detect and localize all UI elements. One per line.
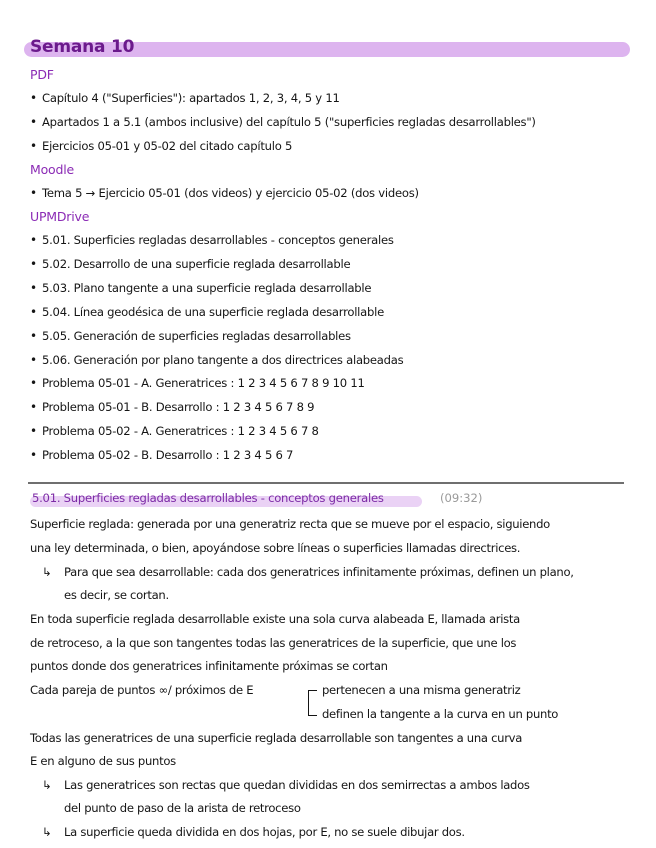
note-line: definen la tangente a la curva en un punto (322, 707, 559, 721)
list-item: • Apartados 1 a 5.1 (ambos inclusive) del capítulo 5 ("superficies regladas desarrollables") (30, 114, 536, 130)
bracket (308, 690, 317, 716)
note-line (42, 824, 465, 840)
section-heading-upmdrive: UPMDrive (30, 209, 90, 224)
list-item: • Problema 05-01 - B. Desarrollo : 1 2 3 4 5 6 7 8 9 (30, 399, 314, 415)
divider (28, 482, 624, 484)
list-item: • 5.06. Generación por plano tangente a dos directrices alabeadas (30, 352, 403, 368)
section-heading-pdf: PDF (30, 67, 54, 82)
note-line: Superficie reglada: generada por una generatriz recta que se mueve por el espacio, siguiendo (30, 517, 550, 531)
note-line (42, 564, 574, 580)
list-item: • 5.01. Superficies regladas desarrollables - conceptos generales (30, 232, 394, 248)
list-item: • 5.02. Desarrollo de una superficie reglada desarrollable (30, 256, 350, 272)
list-item: • 5.04. Línea geodésica de una superficie reglada desarrollable (30, 304, 384, 320)
note-line: pertenecen a una misma generatriz (322, 683, 521, 697)
note-text: Las generatrices son rectas que quedan divididas en dos semirrectas a ambos lados (64, 778, 530, 792)
note-line (42, 777, 530, 793)
page-title: Semana 10 (30, 37, 135, 57)
list-item: • Problema 05-02 - A. Generatrices : 1 2 3 4 5 6 7 8 (30, 423, 319, 439)
arrow-icon: ↳ (42, 778, 52, 792)
list-item: • Tema 5 → Ejercicio 05-01 (dos videos) y ejercicio 05-02 (dos videos) (30, 185, 419, 201)
note-line: Todas las generatrices de una superficie reglada desarrollable son tangentes a una curva (30, 731, 523, 745)
subsection-heading (30, 491, 630, 509)
note-text: La superficie queda dividida en dos hojas, por E, no se suele dibujar dos. (64, 825, 465, 839)
note-line: es decir, se cortan. (64, 588, 169, 602)
arrow-icon: ↳ (42, 825, 52, 839)
list-item: • 5.03. Plano tangente a una superficie reglada desarrollable (30, 280, 371, 296)
subsection-time: (09:32) (440, 491, 483, 505)
note-text: Para que sea desarrollable: cada dos generatrices infinitamente próximas, definen un plano, (64, 565, 574, 579)
arrow-icon: ↳ (42, 565, 52, 579)
note-line: del punto de paso de la arista de retroceso (64, 801, 301, 815)
list-item: • Capítulo 4 ("Superficies"): apartados 1, 2, 3, 4, 5 y 11 (30, 90, 340, 106)
note-line: En toda superficie reglada desarrollable existe una sola curva alabeada E, llamada arista (30, 612, 520, 626)
list-item: • Ejercicios 05-01 y 05-02 del citado capítulo 5 (30, 138, 292, 154)
note-line: de retroceso, a la que son tangentes todas las generatrices de la superficie, que une los (30, 636, 517, 650)
list-item: • 5.05. Generación de superficies regladas desarrollables (30, 328, 351, 344)
note-line: Cada pareja de puntos ∞/ próximos de E (30, 683, 254, 697)
note-line: E en alguno de sus puntos (30, 754, 176, 768)
list-item: • Problema 05-01 - A. Generatrices : 1 2 3 4 5 6 7 8 9 10 11 (30, 375, 365, 391)
note-line: puntos donde dos generatrices infinitamente próximas se cortan (30, 659, 388, 673)
list-item: • Problema 05-02 - B. Desarrollo : 1 2 3 4 5 6 7 (30, 447, 293, 463)
page-title-band (24, 38, 630, 60)
subsection-title: 5.01. Superficies regladas desarrollables - conceptos generales (32, 491, 384, 505)
section-heading-moodle: Moodle (30, 162, 74, 177)
note-line: una ley determinada, o bien, apoyándose sobre líneas o superficies llamadas directrices. (30, 541, 521, 555)
